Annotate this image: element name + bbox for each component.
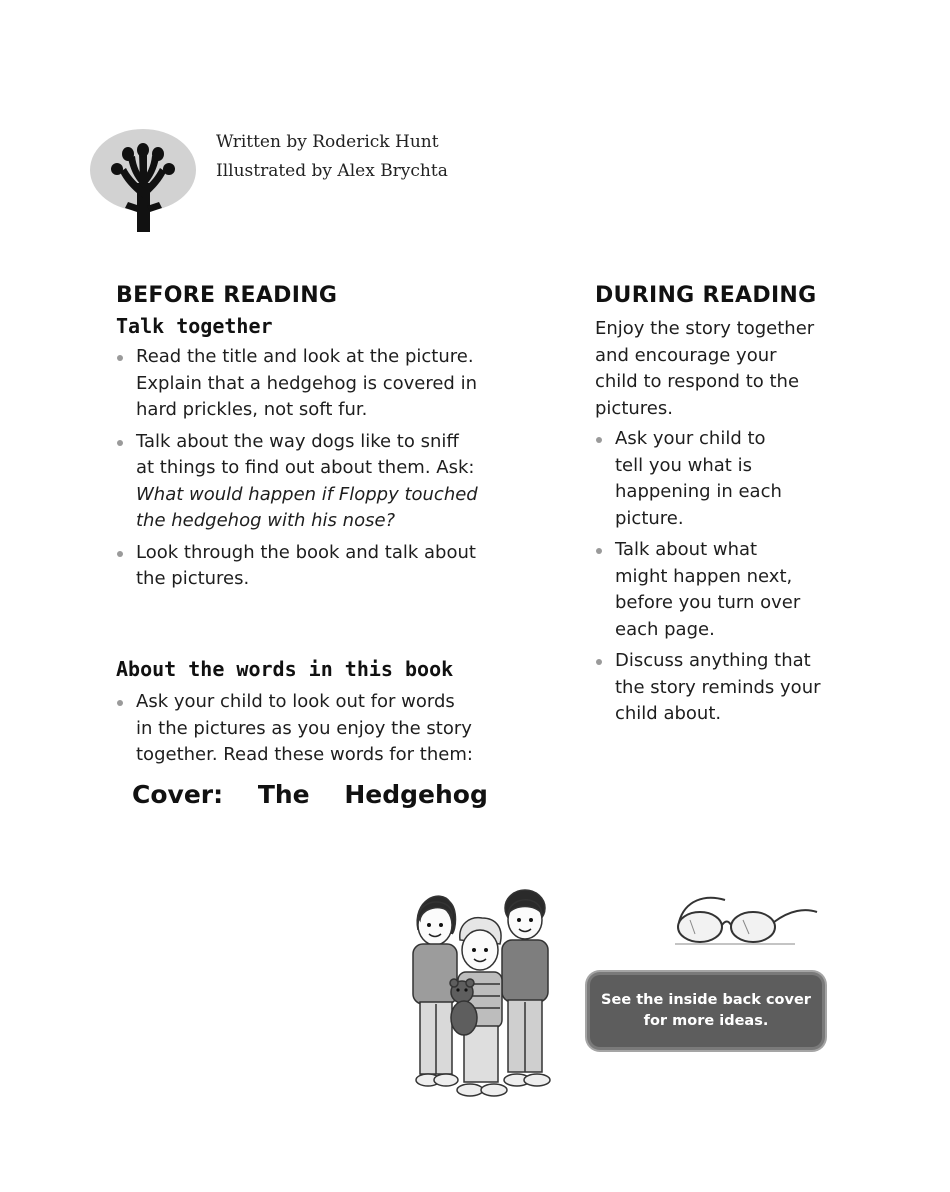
tip-box-line: for more ideas. <box>643 1013 769 1029</box>
author-credit: Written by Roderick Hunt <box>216 132 439 152</box>
list-item: Look through the book and talk about the pictures. <box>116 540 536 593</box>
talk-together-subheading: Talk together <box>116 314 273 338</box>
cover-word: The <box>257 780 310 809</box>
list-item: Ask your child to tell you what is happening in each picture. <box>595 426 855 532</box>
during-reading-bullets <box>595 426 855 733</box>
list-item: Talk about what might happen next, before you turn over each page. <box>595 537 855 643</box>
cover-words <box>132 780 514 809</box>
tip-box-line: See the inside back cover <box>601 992 811 1008</box>
list-item: Ask your child to look out for words in the pictures as you enjoy the story together. Read these words for them: <box>116 689 536 769</box>
cover-word: Hedgehog <box>344 780 488 809</box>
tree-logo-icon <box>90 128 196 232</box>
illustrator-credit: Illustrated by Alex Brychta <box>216 161 448 181</box>
before-reading-heading: BEFORE READING <box>116 283 338 308</box>
list-item: Discuss anything that the story reminds your child about. <box>595 648 855 728</box>
before-reading-bullets <box>116 344 536 598</box>
credits <box>216 128 448 186</box>
about-words-heading: About the words in this book <box>116 657 454 681</box>
cover-word: Cover: <box>132 780 224 809</box>
magic-key-glasses-icon <box>665 890 820 950</box>
about-words-bullets <box>116 689 536 774</box>
children-illustration <box>400 880 565 1105</box>
during-reading-heading: DURING READING <box>595 283 817 308</box>
tip-box <box>590 975 822 1047</box>
list-item: Read the title and look at the picture. Explain that a hedgehog is covered in hard prickles, not soft fur. <box>116 344 536 424</box>
list-item: Talk about the way dogs like to sniff at things to find out about them. Ask: What would happen if Floppy touched the hedgehog with his nose? <box>116 429 536 535</box>
during-reading-intro: Enjoy the story together and encourage your child to respond to the pictures. <box>595 318 815 419</box>
